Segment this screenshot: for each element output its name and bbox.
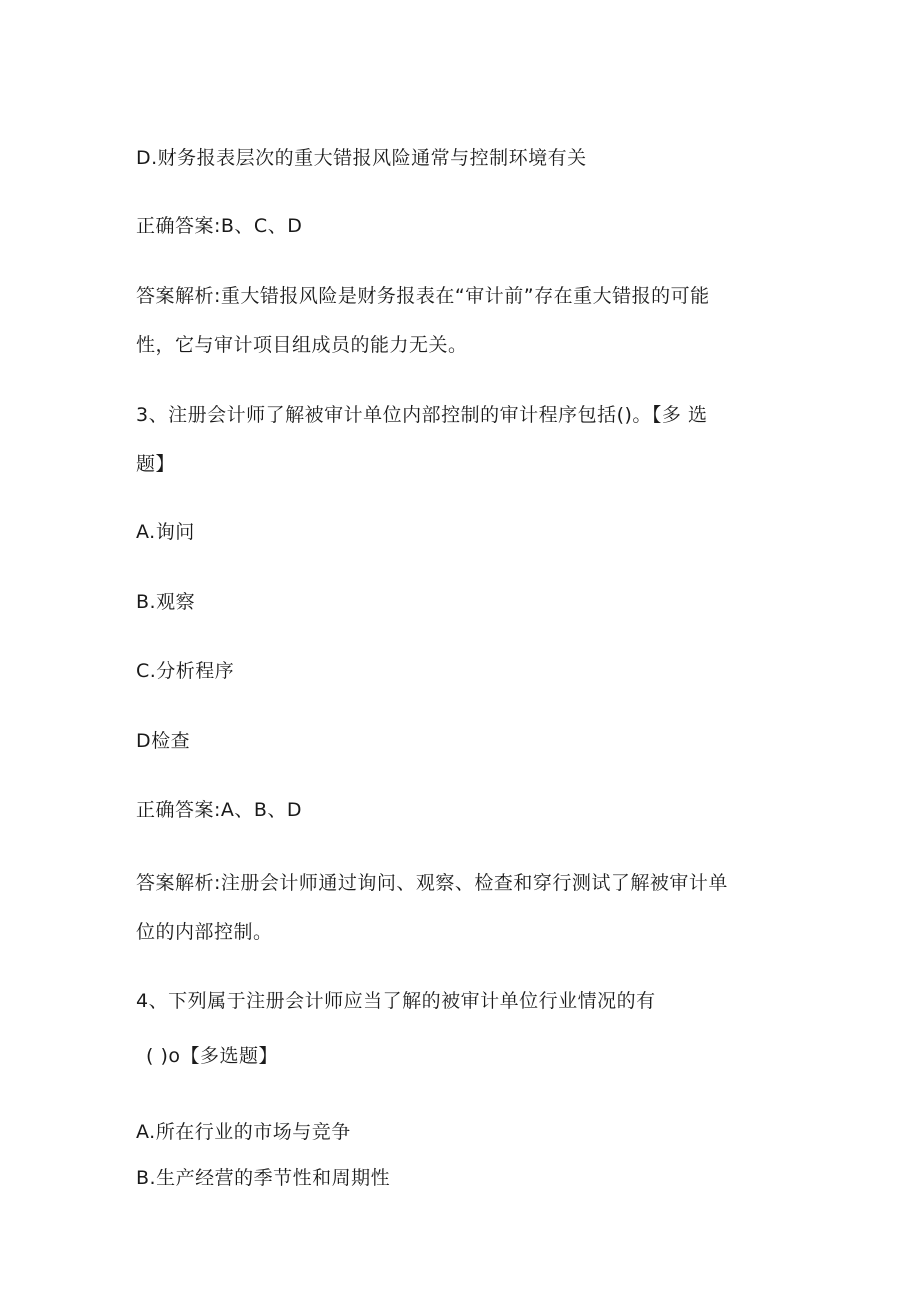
q4-question-line2: ( )o【多选题】 [146, 1045, 278, 1067]
q4-question-line1: 4、下列属于注册会计师应当了解的被审计单位行业情况的有 [136, 990, 656, 1012]
q2-answer: 正确答案:B、C、D [136, 215, 303, 237]
q3-analysis-line1: 答案解析:注册会计师通过询问、观察、检查和穿行测试了解被审计单 [136, 872, 728, 894]
q3-option-a: A.询问 [136, 521, 195, 543]
q3-question-line2: 题】 [136, 453, 176, 475]
q2-analysis-line2: 性，它与审计项目组成员的能力无关。 [136, 334, 468, 356]
q3-option-c: C.分析程序 [136, 660, 235, 682]
q2-analysis-line1: 答案解析:重大错报风险是财务报表在“审计前”存在重大错报的可能 [136, 285, 710, 307]
q3-option-d: D检查 [136, 730, 191, 752]
q4-option-a: A.所在行业的市场与竞争 [136, 1121, 351, 1143]
q4-option-b: B.生产经营的季节性和周期性 [136, 1167, 391, 1189]
q3-question-line1: 3、注册会计师了解被审计单位内部控制的审计程序包括()。【多 选 [136, 404, 708, 426]
q3-option-b: B.观察 [136, 591, 196, 613]
q3-analysis-line2: 位的内部控制。 [136, 921, 273, 943]
q2-option-d: D.财务报表层次的重大错报风险通常与控制环境有关 [136, 147, 587, 169]
q3-answer: 正确答案:A、B、D [136, 799, 303, 821]
